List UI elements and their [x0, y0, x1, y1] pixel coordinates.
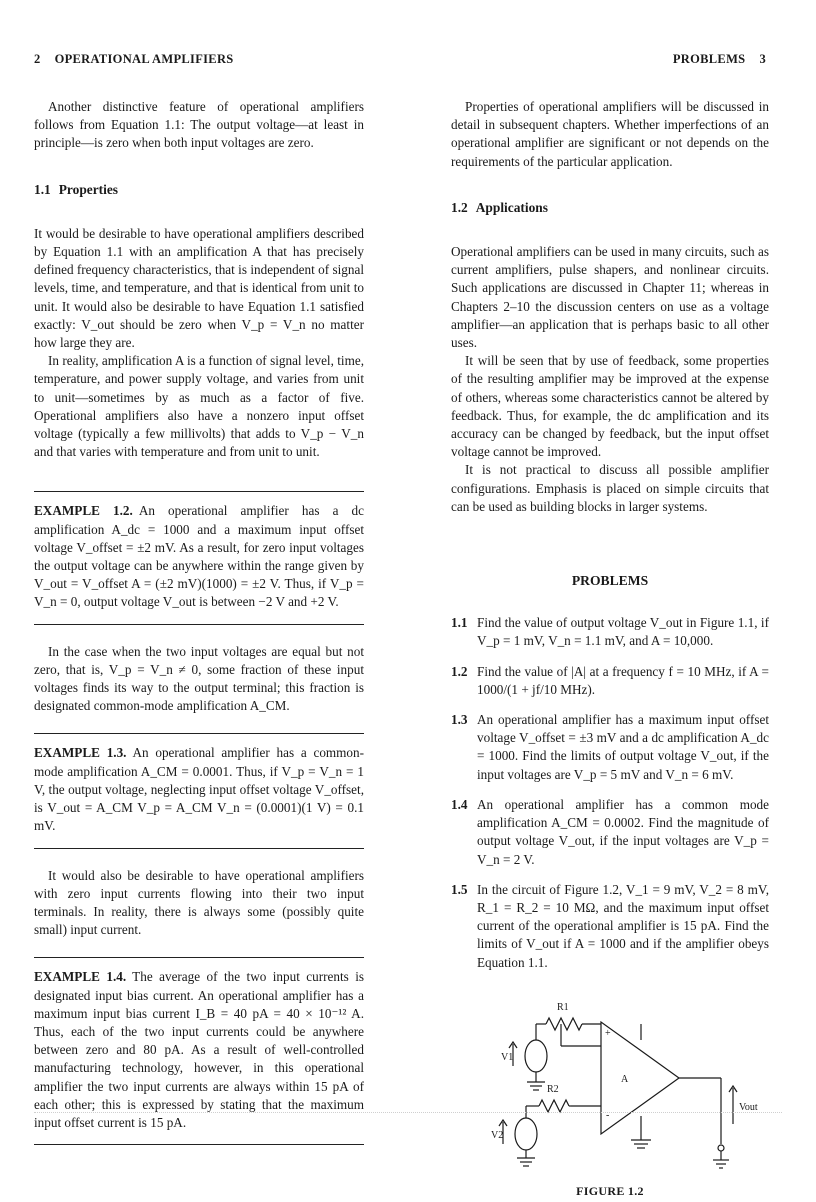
problem-item — [451, 711, 769, 784]
problem-text: An operational amplifier has a common mode amplification A_CM = 0.0002. Find the magnitude of output voltage V_out, if the input voltages are V_p = V_n = 2 V. — [477, 796, 769, 867]
right-intro-paragraph: Properties of operational amplifiers will be discussed in detail in subsequent chapters. Whether imperfections of an operational amplifier are significant or not depends on the requirements of the particular application. — [451, 99, 769, 169]
input-currents-paragraph: It would also be desirable to have operational amplifiers with zero input currents flowing into their two input terminals. In reality, there is always some (possibly quite small) input current. — [34, 867, 364, 938]
figure-caption: FIGURE 1.2 — [576, 1183, 644, 1198]
problem-text: In the circuit of Figure 1.2, V_1 = 9 mV, V_2 = 8 mV, R_1 = R_2 = 10 MΩ, and the maximum input offset current of the operational amplifier is 15 pA. Find the limits of V_out if A = 1000 and if the amplifier obeys Equation 1.1. — [477, 881, 769, 970]
label-r2: R2 — [547, 1083, 559, 1095]
example-1-4-text: The average of the two input currents is designated input bias current. An operational amplifier has a maximum input bias current I_B = 40 pA = 40 × 10⁻¹² A. Thus, each of the two input currents could be anywhere between zero and 80 pA. As a result of well-controlled manufacturing technology, however, in this operational amplifier the two input currents are always within 15 pA of each other; this is expressed by stating that the maximum input offset current is 15 pA. — [34, 969, 365, 1130]
figure-1-2 — [451, 984, 769, 1202]
bottom-edge-rule — [34, 1112, 782, 1113]
example-1-3-label: EXAMPLE 1.3. — [34, 745, 127, 761]
example-1-4-label: EXAMPLE 1.4. — [34, 969, 127, 985]
label-v1: V1 — [501, 1051, 514, 1063]
common-mode-block — [34, 625, 364, 734]
applications-paragraph-2: It will be seen that by use of feedback, some properties of the resulting amplifier may be improved at the expense of others, whereas some characteristics cannot be altered by feedback. Thus, for example, the dc amplification and its accuracy can be changed by feedback, but the input offset voltage cannot be improved. — [451, 353, 769, 460]
problem-item — [451, 881, 769, 972]
page-number-right: 3 — [759, 52, 766, 66]
resistor-r1 — [546, 1018, 582, 1030]
example-1-2-box — [34, 491, 364, 624]
running-header-left — [34, 52, 234, 67]
problems-heading: PROBLEMS — [571, 573, 649, 589]
problem-text: Find the value of output voltage V_out in Figure 1.1, if V_p = 1 mV, V_n = 1.1 mV, and A = 10,000. — [477, 615, 769, 649]
page-number-left: 2 — [34, 52, 41, 66]
applications-paragraph-3: It is not practical to discuss all possible amplifier configurations. Emphasis is placed on simple circuits that can be used as building blocks in larger systems. — [451, 462, 769, 514]
problem-number: 1.4 — [451, 796, 468, 812]
op-amp-symbol — [601, 1022, 679, 1134]
properties-paragraph-1: It would be desirable to have operational amplifiers described by Equation 1.1 with an amplification A that has precisely defined frequency characteristics, that is independent of signal levels, time, and temperature, and that is identical from unit to unit. It would also be desirable to have Equation 1.1 satisfied exactly: V_out should be zero when V_p = V_n no matter how large they are. — [34, 225, 364, 351]
op-amp-circuit-diagram — [451, 984, 769, 1184]
problem-number: 1.1 — [451, 615, 468, 631]
example-1-2-text: An operational amplifier has a dc amplification A_dc = 1000 and a maximum input offset voltage V_offset = ±2 mV. As a result, for zero input voltages the output voltage can be anywhere within the range given by V_out = V_offset A = (±2 mV)(1000) = ±2 V. Thus, if V_p = V_n = 0, output voltage V_out is between −2 V and +2 V. — [34, 503, 364, 610]
section-heading-applications: 1.2 Applications — [451, 199, 548, 215]
intro-paragraph: Another distinctive feature of operational amplifiers follows from Equation 1.1: The output voltage—at least in principle—is zero when both input voltages are zero. — [34, 99, 364, 151]
resistor-r2 — [539, 1100, 569, 1112]
section-heading-properties: 1.1 Properties — [34, 181, 118, 197]
left-column — [34, 98, 364, 1145]
problem-item — [451, 614, 769, 650]
running-header-right — [673, 52, 766, 67]
input-currents-block — [34, 849, 364, 958]
example-1-3-box — [34, 733, 364, 848]
properties-paragraph-2: In reality, amplification A is a function of signal level, time, temperature, and power supply voltage, and varies from unit to unit—sometimes by as much as a factor of five. Operational amplifiers also have a nonzero input offset voltage (typically a few millivolts) that adds to V_p − V_n and that varies with temperature and from unit to unit. — [34, 353, 364, 460]
label-a: A — [621, 1073, 629, 1085]
source-v1 — [525, 1040, 547, 1072]
label-v2: V2 — [491, 1129, 504, 1141]
problem-item — [451, 663, 769, 699]
example-1-3-text: An operational amplifier has a common-mode amplification A_CM = 0.0001. Thus, if V_p = V_n = 1 V, the output voltage, neglecting input offset voltage V_offset, is V_out = A_CM V_p = A_CM V_n = (0.0001)(1 V) = 0.1 mV. — [34, 745, 365, 834]
example-1-2-label: EXAMPLE 1.2. — [34, 503, 133, 519]
label-r1: R1 — [557, 1001, 569, 1013]
applications-paragraph-1: Operational amplifiers can be used in many circuits, such as current amplifiers, pulse shapers, and nonlinear circuits. Such applications are discussed in Chapter 11; whereas in Chapters 2–10 the discussion centers on use as a voltage amplifier—an application that is perhaps basic to all other uses. — [451, 244, 769, 351]
problem-number: 1.3 — [451, 712, 468, 728]
problem-number: 1.5 — [451, 881, 468, 897]
chapter-title-header: OPERATIONAL AMPLIFIERS — [54, 52, 234, 66]
problem-text: An operational amplifier has a maximum input offset voltage V_offset = ±3 mV and a dc amplification A_dc = 1000. Find the limits of output voltage V_out, if the input voltages are V_p = 5 mV and V_n = 6 mV. — [477, 712, 769, 782]
common-mode-paragraph: In the case when the two input voltages are equal but not zero, that is, V_p = V_n ≠ 0, some fraction of these input voltages finds its way to the output terminal; this fraction is designated common-mode amplification A_CM. — [34, 643, 364, 714]
example-1-4-box — [34, 957, 364, 1145]
label-vout: Vout — [739, 1101, 758, 1113]
section-title-header: PROBLEMS — [672, 52, 746, 66]
right-column — [451, 98, 769, 1202]
label-plus: + — [605, 1027, 611, 1039]
problem-text: Find the value of |A| at a frequency f = 10 MHz, if A = 1000/(1 + jf/10 MHz). — [477, 663, 769, 697]
problem-item — [451, 796, 769, 869]
problem-number: 1.2 — [451, 663, 468, 679]
problem-list — [451, 614, 769, 971]
label-minus: - — [606, 1109, 610, 1121]
